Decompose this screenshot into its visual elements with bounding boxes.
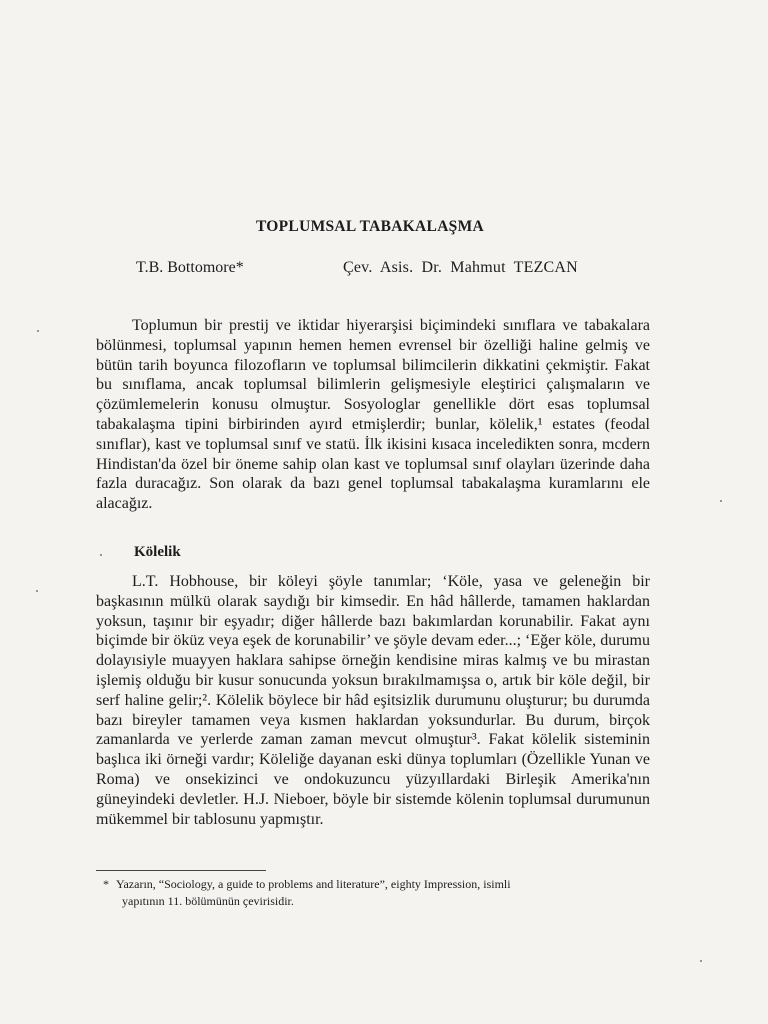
scan-speck (37, 330, 39, 332)
footnote (96, 876, 656, 910)
body-paragraph: L.T. Hobhouse, bir köleyi şöyle tanımlar; ‘Köle, yasa ve geleneğin bir başkasının mülkü olarak saydığı bir kimsedir. En hâd hâllerde, tamamen haklardan yoksun, taşınır bir eşyadır; diğer hâllerde bazı bakımlardan korunabilir. Fakat aynı biçimde bir öküz veya eşek de korunabilir’ ve şöyle devam eder...; ‘Eğer köle, durumu dolayısiyle muayyen haklara sahipse örneğin kendisine miras kalmış ve bu mirastan işlemiş olduğu bir kusur sonucunda yoksun bırakılmamışsa o, artık bir köle değil, bir serf haline gelir;². Kölelik böylece bir hâd eşitsizlik durumunu oluşturur; bu durumda bazı bireyler tamamen veya kısmen haklardan yoksundurlar. Bu durum, birçok zamanlarda ve yerlerde zaman zaman mevcut olmuştur³. Fakat kölelik sisteminin başlıca iki örneği vardır; Köleliğe dayanan eski dünya toplumları (Özellikle Yunan ve Roma) ve onsekizinci ve ondokuzuncu yüzyıllardaki Birleşik Amerika'nın güneyindeki devletler. H.J. Nieboer, böyle bir sistemde kölenin toplumsal durumunun mükemmel bir tablosunu yapmıştır. (96, 573, 650, 828)
footnote-line-2: yapıtının 11. bölümünün çevirisidir. (122, 894, 294, 908)
footnote-mark: * (103, 877, 109, 891)
scan-speck (700, 960, 702, 962)
translator-credit: Çev. Asis. Dr. Mahmut TEZCAN (343, 259, 578, 276)
section-heading: Kölelik (134, 544, 181, 560)
article-title: TOPLUMSAL TABAKALAŞMA (255, 218, 485, 235)
footnote-line-1: Yazarın, “Sociology, a guide to problems and literature”, eighty Impression, isimli (116, 877, 511, 891)
author-name: T.B. Bottomore* (136, 259, 244, 276)
scan-speck (36, 590, 38, 592)
intro-paragraph: Toplumun bir prestij ve iktidar hiyerarşisi biçimindeki sınıflara ve tabakalara bölünmesi, toplumsal yapının hemen hemen evrensel bir özelliği haline gelmiş ve bütün tarih boyunca filozofların ve toplumsal bilimcilerin dikkatini çekmiştir. Fakat bu sınıflama, ancak toplumsal bilimlerin gelişmesiyle eleştirici çalışmaların ve çözümlemelerin konusu olmuştur. Sosyologlar genellikle dört esas toplumsal tabakalaşma tipini birbirinden ayırd etmişlerdir; bunlar, kölelik,¹ estates (feodal sınıflar), kast ve toplumsal sınıf ve statü. İlk ikisini kısaca inceledikten sonra, mcdern Hindistan'da özel bir öneme sahip olan kast ve toplumsal sınıf olayları üzerinde daha fazla duracağız. Son olarak da bazı genel toplumsal tabakalaşma kuramlarını ele alacağız. (96, 317, 650, 513)
scan-speck (720, 500, 722, 502)
scan-speck (100, 554, 102, 556)
footnote-divider (96, 870, 266, 871)
